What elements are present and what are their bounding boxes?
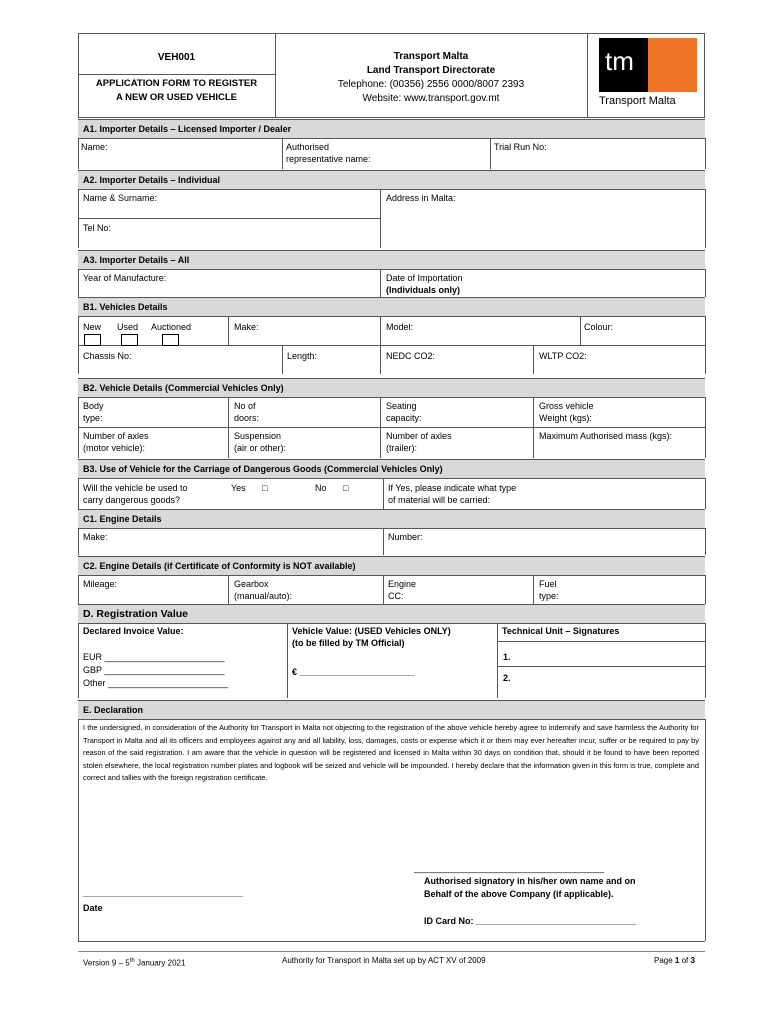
b2-body-line2: type: bbox=[83, 413, 103, 423]
c1-make-label: Make: bbox=[83, 532, 108, 542]
b1-used-label: Used bbox=[117, 322, 139, 332]
a2-address-label: Address in Malta: bbox=[386, 193, 456, 203]
logo-letters: tm bbox=[605, 46, 634, 76]
c2-engine-cc-line2: CC: bbox=[388, 591, 404, 601]
footer-page-of: of bbox=[679, 956, 691, 965]
b2-gross-label bbox=[539, 400, 594, 424]
b1-new-checkbox[interactable] bbox=[84, 334, 101, 346]
c2-engine-cc-line1: Engine bbox=[388, 579, 417, 589]
b2-trailer-axles-line1: Number of axles bbox=[386, 431, 452, 441]
footer-page-total: 3 bbox=[690, 956, 695, 965]
b3-question-line2: carry dangerous goods? bbox=[83, 495, 181, 505]
c2-gearbox-label bbox=[234, 578, 292, 602]
section-b3-title: B3. Use of Vehicle for the Carriage of Dangerous Goods (Commercial Vehicles Only) bbox=[78, 459, 705, 479]
form-title-line1: APPLICATION FORM TO REGISTER bbox=[95, 78, 258, 89]
b2-seating-label bbox=[386, 400, 422, 424]
footer-page-pre: Page bbox=[654, 956, 675, 965]
b3-no-label: No bbox=[315, 483, 327, 493]
b3-question bbox=[83, 482, 188, 506]
declaration-text: I the undersigned, in consideration of the Authority for Transport in Malta not objecting to the registration of the above vehicle hereby agree to indemnify and save harmless the Authority for Transport in Malta and all its officers and employees against any and all liability, loss, damages, costs or expense which it or them may ever hereafter incur, suffer or be required to pay by reason of the said registration. I am aware that the vehicle in question will be registered and licensed in Malta within 30 days on condition that, should it be found to have been reported stolen elsewhere, the local registration number plates and logbook will be seized and vehicle will be impounded. I hereby declare that the information given in this form is true, complete and correct and tallies with the foreign registration certificate. bbox=[83, 723, 699, 782]
c2-fuel-line2: type: bbox=[539, 591, 559, 601]
a1-name-label: Name: bbox=[81, 142, 108, 152]
b2-doors-label bbox=[234, 400, 259, 424]
d-vehicle-value-line2: (to be filled by TM Official) bbox=[292, 638, 405, 648]
a3-year-label: Year of Manufacture: bbox=[83, 273, 167, 283]
d-vehicle-value-line1: Vehicle Value: (USED Vehicles ONLY) bbox=[292, 626, 451, 636]
b1-auctioned-label: Auctioned bbox=[151, 322, 192, 332]
b2-doors-line2: doors: bbox=[234, 413, 260, 423]
d-gbp-line[interactable]: GBP ________________________ bbox=[83, 665, 225, 675]
footer-page bbox=[654, 955, 695, 967]
directorate: Land Transport Directorate bbox=[366, 65, 496, 76]
authorised-signatory bbox=[424, 875, 636, 901]
c2-gearbox-line1: Gearbox bbox=[234, 579, 269, 589]
b1-nedc-label: NEDC CO2: bbox=[386, 351, 436, 361]
c2-engine-cc-label bbox=[388, 578, 416, 602]
org-info bbox=[275, 50, 587, 106]
b2-suspension-line2: (air or other): bbox=[234, 443, 287, 453]
section-b1-title: B1. Vehicles Details bbox=[78, 297, 705, 317]
a2-name-label: Name & Surname: bbox=[83, 193, 158, 203]
b2-suspension-line1: Suspension bbox=[234, 431, 282, 441]
d-signature-2[interactable]: 2. bbox=[503, 673, 511, 683]
org-name: Transport Malta bbox=[393, 51, 469, 62]
b3-yes-checkbox[interactable]: □ bbox=[262, 483, 268, 493]
section-e-title: E. Declaration bbox=[78, 700, 705, 720]
c1-number-label: Number: bbox=[388, 532, 423, 542]
date-signature-line[interactable]: ________________________________ bbox=[83, 888, 244, 898]
c2-fuel-line1: Fuel bbox=[539, 579, 557, 589]
c2-fuel-label bbox=[539, 578, 559, 602]
logo-orange-block bbox=[648, 38, 697, 92]
b2-seating-line1: Seating bbox=[386, 401, 417, 411]
form-title-line2: A NEW OR USED VEHICLE bbox=[115, 92, 238, 103]
b3-no-checkbox[interactable]: □ bbox=[343, 483, 349, 493]
a1-authorised-label bbox=[286, 141, 371, 165]
a1-authorised-line1: Authorised bbox=[286, 142, 330, 152]
b3-material bbox=[388, 482, 516, 506]
b2-gross-line2: Weight (kgs): bbox=[539, 413, 592, 423]
b3-question-line1: Will the vehicle be used to bbox=[83, 483, 188, 493]
logo-caption: Transport Malta bbox=[599, 95, 676, 107]
footer-version-sup: th bbox=[129, 958, 135, 964]
authorised-signatory-line1: Authorised signatory in his/her own name and on bbox=[424, 876, 636, 886]
d-vehicle-value bbox=[292, 625, 451, 649]
b2-gross-line1: Gross vehicle bbox=[539, 401, 594, 411]
d-declared-label: Declared Invoice Value: bbox=[83, 626, 184, 636]
authorised-signature-line[interactable]: ______________________________________ bbox=[414, 863, 605, 873]
d-signature-1[interactable]: 1. bbox=[503, 652, 511, 662]
footer-version bbox=[83, 955, 185, 970]
section-a2-title: A2. Importer Details – Individual bbox=[78, 170, 705, 190]
footer-version-pre: Version 9 – 5 bbox=[83, 958, 130, 968]
d-eur-line[interactable]: EUR ________________________ bbox=[83, 652, 225, 662]
b2-axles-line2: (motor vehicle): bbox=[83, 443, 146, 453]
website: Website: www.transport.gov.mt bbox=[362, 93, 500, 104]
footer-page-number: 1 bbox=[674, 956, 680, 965]
b1-auctioned-checkbox[interactable] bbox=[162, 334, 179, 346]
section-c1-title: C1. Engine Details bbox=[78, 509, 705, 529]
b2-max-mass-label: Maximum Authorised mass (kgs): bbox=[539, 431, 673, 441]
section-c2-title: C2. Engine Details (if Certificate of Conformity is NOT available) bbox=[78, 556, 705, 576]
d-technical-label: Technical Unit – Signatures bbox=[502, 626, 620, 636]
section-a3-title: A3. Importer Details – All bbox=[78, 250, 705, 270]
footer-authority: Authority for Transport in Malta set up by ACT XV of 2009 bbox=[282, 956, 486, 965]
b1-new-label: New bbox=[83, 322, 102, 332]
id-card-field[interactable]: ID Card No: ________________________________ bbox=[424, 916, 637, 926]
a1-authorised-line2: representative name: bbox=[286, 154, 371, 164]
a3-date-import-label bbox=[386, 272, 463, 296]
d-other-line[interactable]: Other ________________________ bbox=[83, 678, 229, 688]
b2-doors-line1: No of bbox=[234, 401, 256, 411]
a2-tel-label: Tel No: bbox=[83, 223, 112, 233]
authorised-signatory-line2: Behalf of the above Company (if applicable). bbox=[424, 889, 614, 899]
b2-seating-line2: capacity: bbox=[386, 413, 422, 423]
b1-colour-label: Colour: bbox=[584, 322, 614, 332]
tm-logo bbox=[599, 38, 697, 108]
b1-chassis-label: Chassis No: bbox=[83, 351, 132, 361]
a3-date-import-line1: Date of Importation bbox=[386, 273, 463, 283]
c2-gearbox-line2: (manual/auto): bbox=[234, 591, 293, 601]
b2-body-line1: Body bbox=[83, 401, 104, 411]
section-a1-title: A1. Importer Details – Licensed Importer / Dealer bbox=[78, 119, 705, 139]
b3-yes-label: Yes bbox=[231, 483, 246, 493]
c2-mileage-label: Mileage: bbox=[83, 579, 118, 589]
b1-make-label: Make: bbox=[234, 322, 259, 332]
b2-trailer-axles-label bbox=[386, 430, 452, 454]
section-d-title: D. Registration Value bbox=[78, 604, 705, 624]
section-b2-title: B2. Vehicle Details (Commercial Vehicles Only) bbox=[78, 378, 705, 398]
form-code: VEH001 bbox=[157, 52, 196, 63]
b2-axles-line1: Number of axles bbox=[83, 431, 149, 441]
b2-suspension-label bbox=[234, 430, 286, 454]
b1-model-label: Model: bbox=[386, 322, 414, 332]
a3-individuals-only: (Individuals only) bbox=[386, 285, 461, 295]
d-euro-line[interactable]: € _______________________ bbox=[292, 667, 415, 677]
b3-material-line1: If Yes, please indicate what type bbox=[388, 483, 517, 493]
footer-version-post: January 2021 bbox=[134, 958, 186, 968]
b3-material-line2: of material will be carried: bbox=[388, 495, 491, 505]
telephone: Telephone: (00356) 2556 0000/8007 2393 bbox=[337, 79, 525, 90]
a1-trial-run-label: Trial Run No: bbox=[494, 142, 547, 152]
b1-wltp-label: WLTP CO2: bbox=[539, 351, 587, 361]
date-label: Date bbox=[83, 903, 103, 913]
b2-trailer-axles-line2: (trailer): bbox=[386, 443, 417, 453]
b1-length-label: Length: bbox=[287, 351, 318, 361]
d-currencies bbox=[83, 651, 228, 690]
b2-body-label bbox=[83, 400, 104, 424]
b1-used-checkbox[interactable] bbox=[121, 334, 138, 346]
b2-axles-label bbox=[83, 430, 149, 454]
form-title bbox=[78, 77, 275, 105]
